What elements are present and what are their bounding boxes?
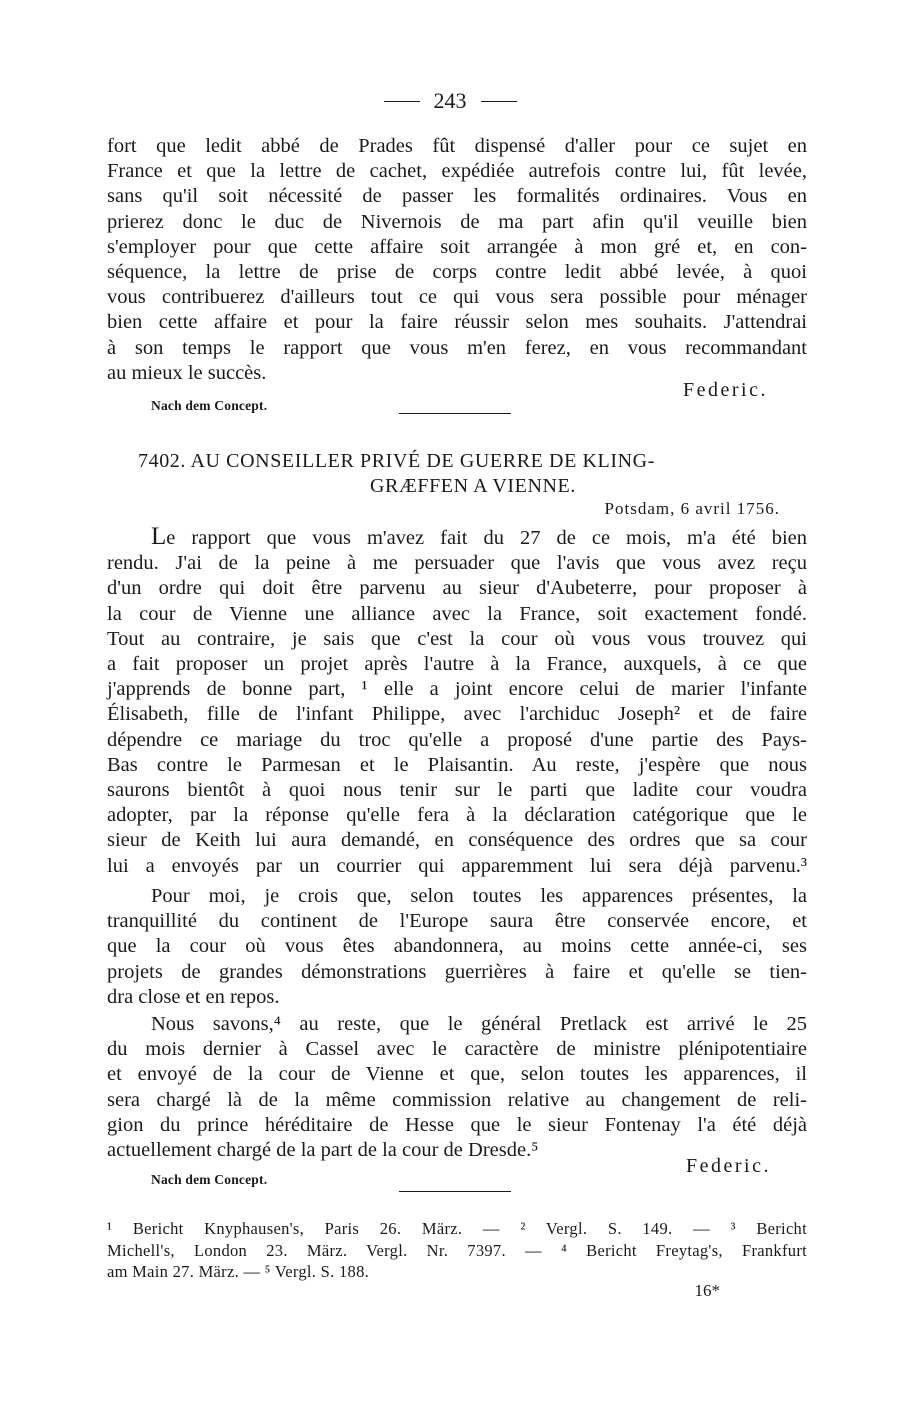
text-line: sera chargé là de la même commission relative au changement de reli-	[107, 1088, 807, 1111]
text-line: adopter, par la réponse qu'elle fera à la déclaration catégorique que le	[107, 804, 807, 827]
source-note: Nach dem Concept.	[151, 1172, 268, 1187]
footnote-line: am Main 27. März. — ⁵ Vergl. S. 188.	[107, 1262, 370, 1281]
dateline-place: Potsdam,	[604, 499, 676, 518]
header-dash-left	[384, 101, 420, 102]
text-line: projets de grandes démonstrations guerrières à faire et qu'elle se tien-	[107, 960, 807, 983]
text-line: d'un ordre qui doit être parvenu au sieur d'Aubeterre, pour proposer à	[107, 577, 807, 600]
source-note: Nach dem Concept.	[151, 398, 268, 413]
letter-heading	[138, 449, 778, 499]
text-line: sieur de Keith lui aura demandé, en conséquence des ordres que sa cour	[107, 829, 807, 852]
text-line: gion du prince héréditaire de Hesse que le sieur Fontenay l'a été déjà	[107, 1113, 807, 1136]
text-line: et envoyé de la cour de Vienne et que, selon toutes les apparences, il	[107, 1063, 807, 1086]
text-line: tranquillité du continent de l'Europe saura être conservée encore, et	[107, 910, 807, 933]
letter-title-line1: AU CONSEILLER PRIVÉ DE GUERRE DE KLING-	[190, 450, 655, 472]
text-line: dra close et en repos.	[107, 985, 280, 1008]
text-line: saurons bientôt à quoi nous tenir sur le parti que ladite cour voudra	[107, 779, 807, 802]
letter-paragraph-2	[107, 884, 807, 1010]
letter-title-line2: GRÆFFEN A VIENNE.	[370, 475, 576, 497]
signature: Federic.	[686, 1155, 771, 1177]
text-line: Nous savons,⁴ au reste, que le général Pretlack est arrivé le 25	[151, 1013, 807, 1035]
footnote-divider	[399, 1191, 511, 1192]
text-line: prierez donc le duc de Nivernois de ma part afin qu'il veuille bien	[107, 210, 807, 233]
text-line: au mieux le succès.	[107, 361, 267, 384]
text-line: dépendre ce mariage du troc qu'elle a proposé d'une partie des Pays-	[107, 728, 807, 751]
intro-paragraph	[107, 134, 807, 386]
text-line: Élisabeth, fille de l'infant Philippe, avec l'archiduc Joseph² et de faire	[107, 703, 807, 726]
text-line: Pour moi, je crois que, selon toutes les apparences présentes, la	[151, 885, 807, 907]
text-line: rendu. J'ai de la peine à me persuader que l'avis que vous avez reçu	[107, 552, 807, 575]
letter-number: 7402.	[138, 450, 186, 472]
text-line: bien cette affaire et pour la faire réussir selon mes souhaits. J'attendrai	[107, 311, 807, 334]
text-line: Bas contre le Parmesan et le Plaisantin. Au reste, j'espère que nous	[107, 753, 807, 776]
page-number: 243	[433, 88, 467, 113]
section-divider	[399, 413, 511, 414]
text-line: France et que la lettre de cachet, expédiée autrefois contre lui, fût levée,	[107, 160, 807, 183]
text-line: Le rapport que vous m'avez fait du 27 de ce mois, m'a été bien	[151, 523, 807, 550]
text-line: s'employer pour que cette affaire soit arrangée à mon gré et, en con-	[107, 235, 807, 258]
text-line: vous contribuerez d'ailleurs tout ce qui vous sera possible pour ménager	[107, 286, 807, 309]
signature: Federic.	[683, 379, 768, 401]
text-line: a fait proposer un projet après l'autre à la France, auxquels, à ce que	[107, 653, 807, 676]
text-line: actuellement chargé de la part de la cour de Dresde.⁵	[107, 1139, 539, 1162]
footnote-line: ¹ Bericht Knyphausen's, Paris 26. März. — ² Vergl. S. 149. — ³ Bericht	[107, 1219, 807, 1238]
text-line: j'apprends de bonne part, ¹ elle a joint encore celui de marier l'infante	[107, 678, 807, 701]
text-line: à son temps le rapport que vous m'en ferez, en vous recommandant	[107, 336, 807, 359]
header-dash-right	[481, 101, 517, 102]
dateline	[605, 499, 780, 519]
text-line: fort que ledit abbé de Prades fût dispensé d'aller pour ce sujet en	[107, 135, 807, 157]
signature-mark: 16*	[694, 1281, 720, 1300]
drop-cap: L	[151, 523, 167, 550]
text-line: Tout au contraire, je sais que c'est la cour où vous vous trouvez qui	[107, 627, 807, 650]
page-header	[0, 88, 900, 114]
text-line: sans qu'il soit nécessité de passer les formalités ordinaires. Vous en	[107, 185, 807, 208]
text-line: la cour de Vienne une alliance avec la France, soit exactement fondé.	[107, 602, 807, 625]
text-line: lui a envoyés par un courrier qui apparemment lui sera déjà parvenu.³	[107, 854, 807, 877]
dateline-date: 6 avril 1756.	[680, 499, 780, 518]
footnotes	[107, 1218, 807, 1283]
footnote-line: Michell's, London 23. März. Vergl. Nr. 7397. — ⁴ Bericht Freytag's, Frankfurt	[107, 1240, 807, 1260]
letter-paragraph-3	[107, 1012, 807, 1163]
letter-paragraph-1	[107, 524, 807, 879]
text-line: que la cour où vous êtes abandonnera, au moins cette année-ci, ses	[107, 935, 807, 958]
text-line: séquence, la lettre de prise de corps contre ledit abbé levée, à quoi	[107, 261, 807, 284]
text-line: du mois dernier à Cassel avec le caractère de ministre plénipotentiaire	[107, 1038, 807, 1061]
